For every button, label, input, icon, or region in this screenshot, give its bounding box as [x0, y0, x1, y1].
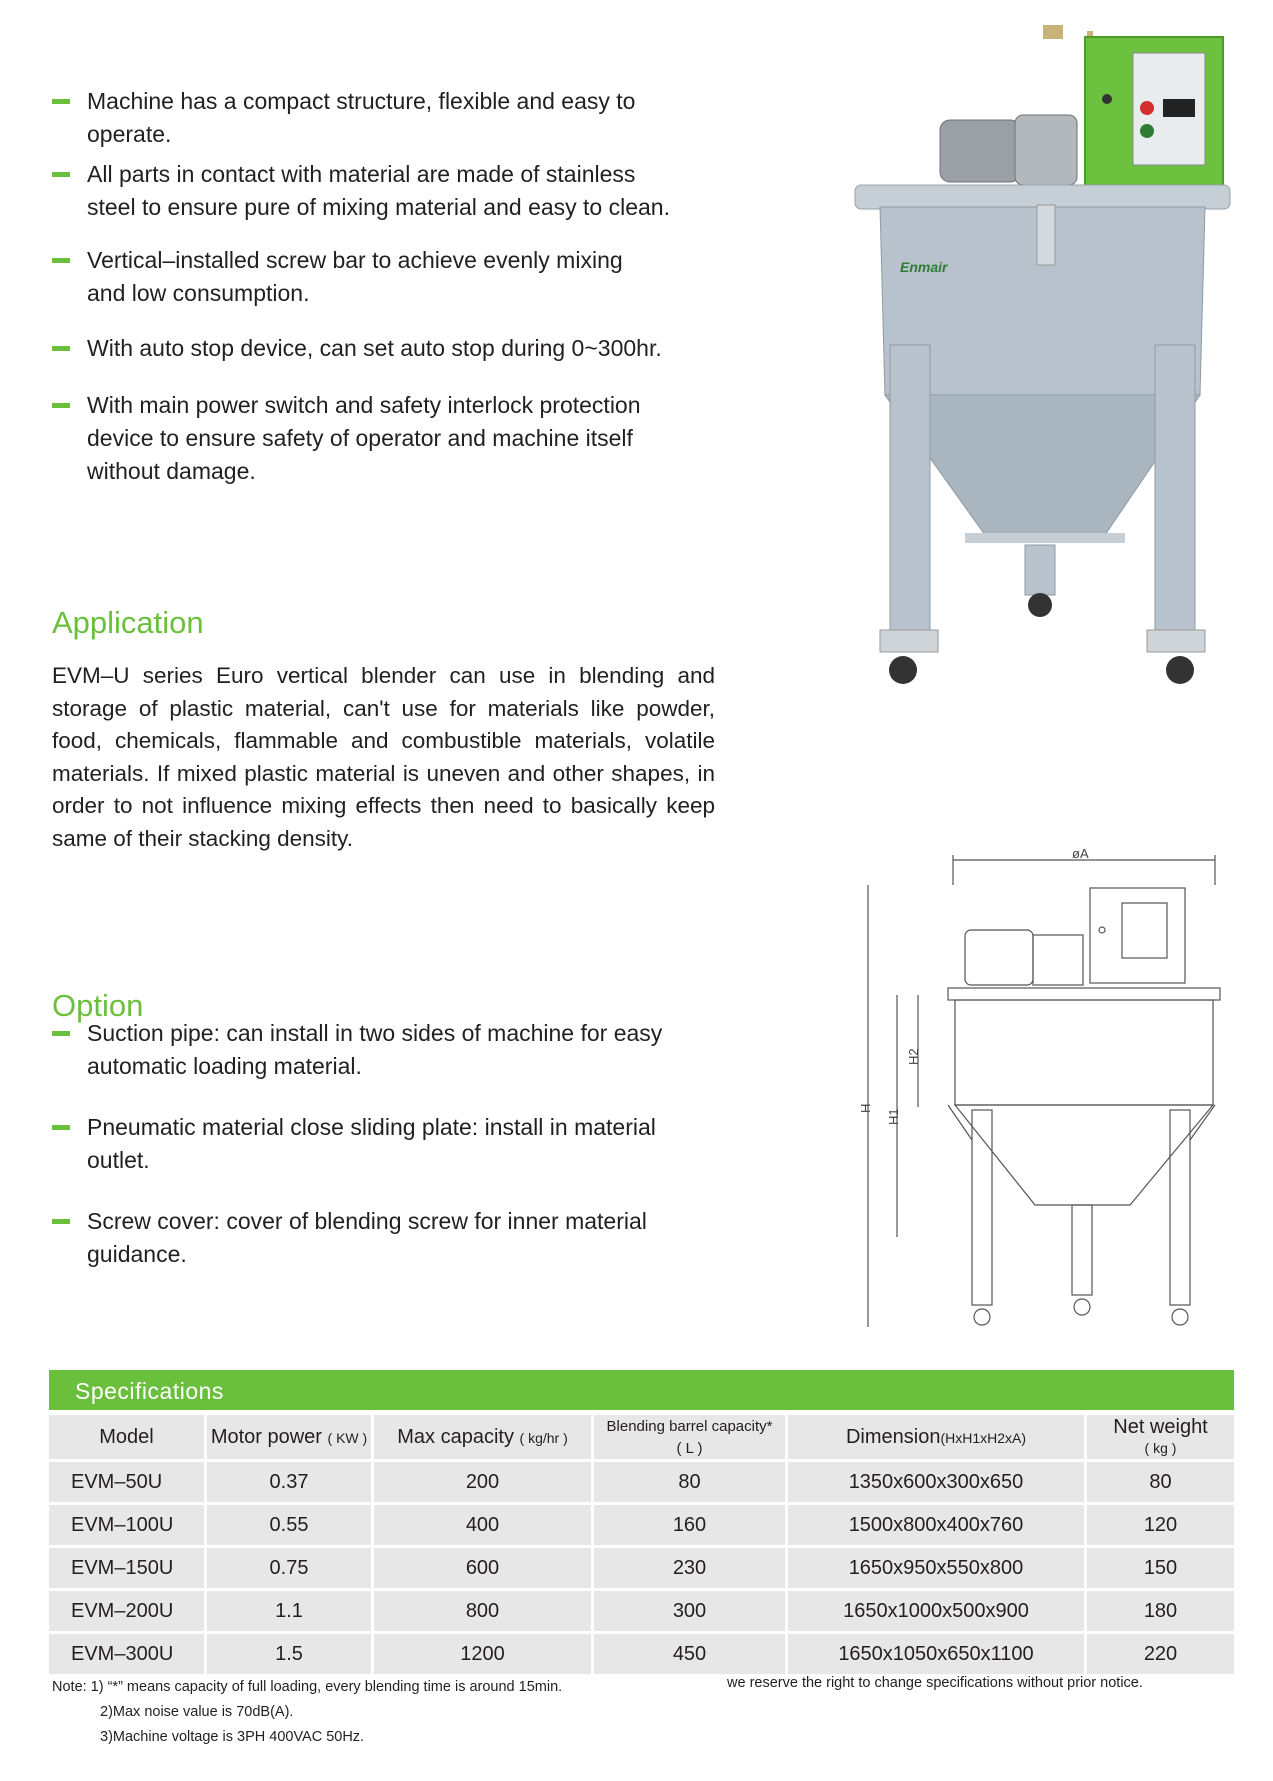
drawing-motor: [965, 930, 1033, 985]
dim-h2-label: H2: [906, 1048, 921, 1065]
cell-net-weight: 120: [1087, 1505, 1234, 1545]
note-line-2: 2)Max noise value is 70dB(A).: [100, 1704, 294, 1720]
dim-h-label: H: [858, 1103, 873, 1113]
cell-barrel-capacity: 160: [594, 1505, 788, 1545]
header-dimension-unit: (HxH1xH2xA): [940, 1429, 1027, 1446]
right-caster-plate: [1147, 630, 1205, 652]
drawing-barrel: [955, 1000, 1213, 1105]
feature-text: steel to ensure pure of mixing material and easy to clean.: [87, 194, 670, 220]
cell-dimension: 1650x950x550x800: [788, 1548, 1087, 1588]
drawing-control-box: [1090, 888, 1185, 983]
bullet-icon: [52, 403, 70, 408]
control-box-cap: [1043, 25, 1063, 39]
cell-max-capacity: 600: [374, 1548, 594, 1588]
start-button-icon: [1140, 124, 1154, 138]
header-model-label: Model: [99, 1426, 154, 1448]
screw-shaft: [1037, 205, 1055, 265]
header-barrel-unit: ( L ): [676, 1440, 703, 1457]
cell-barrel-capacity: 300: [594, 1591, 788, 1631]
right-leg: [1155, 345, 1195, 635]
bullet-icon: [52, 1219, 70, 1224]
drawing-right-strut: [1190, 1105, 1215, 1140]
bullet-icon: [52, 99, 70, 104]
cell-motor-power: 0.37: [207, 1462, 374, 1502]
header-motor-label: Motor power: [210, 1425, 322, 1448]
table-row: [49, 1462, 1234, 1502]
feature-text: With auto stop device, can set auto stop during 0~300hr.: [87, 335, 662, 361]
drawing-center-wheel: [1074, 1299, 1090, 1315]
cell-net-weight: 180: [1087, 1591, 1234, 1631]
cell-max-capacity: 800: [374, 1591, 594, 1631]
header-dimension-label: Dimension: [845, 1425, 941, 1448]
option-text: automatic loading material.: [87, 1053, 362, 1079]
bullet-icon: [52, 172, 70, 177]
drawing-cone: [955, 1105, 1213, 1205]
cell-net-weight: 80: [1087, 1462, 1234, 1502]
feature-text: All parts in contact with material are made of stainless: [87, 161, 636, 187]
option-item: [52, 1017, 752, 1083]
gearbox: [1015, 115, 1077, 185]
table-row: [49, 1634, 1234, 1674]
cell-motor-power: 1.5: [207, 1634, 374, 1674]
cell-model: EVM–300U: [49, 1634, 207, 1674]
feature-text: Machine has a compact structure, flexible and easy to: [87, 88, 636, 114]
feature-item: [52, 244, 752, 310]
header-weight-label: Net weight: [1113, 1415, 1208, 1438]
center-caster-wheel: [1028, 593, 1052, 617]
feature-item: [52, 389, 752, 488]
drawing-gearbox: [1033, 935, 1083, 985]
header-dimension: [788, 1415, 1087, 1459]
disclaimer: we reserve the right to change specifications without prior notice.: [727, 1675, 1143, 1691]
cell-max-capacity: 1200: [374, 1634, 594, 1674]
application-heading: Application: [52, 605, 204, 640]
note-line-3: 3)Machine voltage is 3PH 400VAC 50Hz.: [100, 1729, 365, 1745]
cell-net-weight: 220: [1087, 1634, 1234, 1674]
option-item: [52, 1111, 752, 1177]
specifications-title: Specifications: [75, 1378, 224, 1404]
bullet-icon: [52, 346, 70, 351]
feature-text: Vertical–installed screw bar to achieve evenly mixing: [87, 247, 623, 273]
table-body: [49, 1462, 1234, 1674]
header-net-weight: [1087, 1415, 1234, 1459]
brand-logo: Enmair: [900, 259, 948, 275]
drawing-outlet: [1072, 1205, 1092, 1295]
outlet: [1025, 545, 1055, 595]
cell-dimension: 1650x1050x650x1100: [788, 1634, 1087, 1674]
motor: [940, 120, 1020, 182]
dim-a-label: øA: [1072, 846, 1089, 861]
header-motor-unit: ( KW ): [327, 1429, 368, 1446]
option-text: outlet.: [87, 1147, 150, 1173]
left-leg: [890, 345, 930, 635]
cell-barrel-capacity: 230: [594, 1548, 788, 1588]
option-text: guidance.: [87, 1241, 187, 1267]
option-item: [52, 1205, 752, 1271]
cell-dimension: 1500x800x400x760: [788, 1505, 1087, 1545]
feature-item: [52, 332, 752, 365]
option-text: Suction pipe: can install in two sides of machine for easy: [87, 1020, 663, 1046]
specifications-table: [49, 1412, 1234, 1677]
option-text: Screw cover: cover of blending screw for inner material: [87, 1208, 647, 1234]
option-text: Pneumatic material close sliding plate: install in material: [87, 1114, 656, 1140]
cell-motor-power: 0.75: [207, 1548, 374, 1588]
drawing-right-wheel: [1172, 1309, 1188, 1325]
right-caster-wheel: [1166, 656, 1194, 684]
cell-model: EVM–100U: [49, 1505, 207, 1545]
header-capacity-label: Max capacity: [397, 1425, 514, 1448]
cell-net-weight: 150: [1087, 1548, 1234, 1588]
application-text: EVM–U series Euro vertical blender can use in blending and storage of plastic material, can't use for materials like powder, food, chemicals, flammable and combustible materials, volatile materials. If mixed plastic material is uneven and other shapes, in order to not influence mixing effects then need to basically keep same of their stacking density.: [52, 663, 715, 851]
cell-barrel-capacity: 450: [594, 1634, 788, 1674]
drawing-right-leg: [1170, 1110, 1190, 1305]
header-capacity-unit: ( kg/hr ): [519, 1429, 568, 1446]
dimension-drawing: [858, 846, 1230, 1335]
cone-flange: [965, 533, 1125, 543]
header-motor-power: [207, 1415, 374, 1459]
table-row: [49, 1505, 1234, 1545]
cell-model: EVM–50U: [49, 1462, 207, 1502]
cell-max-capacity: 200: [374, 1462, 594, 1502]
notes: [52, 1675, 562, 1750]
cell-dimension: 1650x1000x500x900: [788, 1591, 1087, 1631]
header-weight-unit: ( kg ): [1144, 1439, 1177, 1456]
drawing-lid: [948, 988, 1220, 1000]
lock-icon: [1102, 94, 1112, 104]
cell-motor-power: 0.55: [207, 1505, 374, 1545]
cell-dimension: 1350x600x300x650: [788, 1462, 1087, 1502]
specifications-header-bar: [49, 1370, 1234, 1410]
feature-text: With main power switch and safety interlock protection: [87, 392, 641, 418]
feature-item: [52, 85, 752, 151]
table-header-row: [49, 1415, 1234, 1459]
drawing-panel: [1122, 903, 1167, 958]
dim-h1-label: H1: [886, 1108, 901, 1125]
cell-barrel-capacity: 80: [594, 1462, 788, 1502]
bullet-icon: [52, 1125, 70, 1130]
header-barrel-label: Blending barrel capacity*: [606, 1418, 773, 1435]
barrel-cone: [885, 395, 1200, 535]
cell-model: EVM–200U: [49, 1591, 207, 1631]
product-photo: [845, 15, 1245, 775]
cell-model: EVM–150U: [49, 1548, 207, 1588]
table-row: [49, 1548, 1234, 1588]
header-max-capacity: [374, 1415, 594, 1459]
header-barrel-capacity: [594, 1415, 788, 1459]
header-model: [49, 1415, 207, 1459]
feature-text: operate.: [87, 121, 172, 147]
left-caster-plate: [880, 630, 938, 652]
feature-text: device to ensure safety of operator and machine itself: [87, 425, 633, 451]
bullet-icon: [52, 1031, 70, 1036]
feature-text: without damage.: [87, 458, 256, 484]
option-heading: Option: [52, 988, 144, 1023]
note-line-1: Note: 1) “*” means capacity of full loading, every blending time is around 15min.: [52, 1679, 563, 1695]
cell-motor-power: 1.1: [207, 1591, 374, 1631]
bullet-icon: [52, 258, 70, 263]
table-row: [49, 1591, 1234, 1631]
timer-display: [1163, 99, 1195, 117]
drawing-lock-icon: [1099, 927, 1105, 933]
stop-button-icon: [1140, 101, 1154, 115]
cell-max-capacity: 400: [374, 1505, 594, 1545]
feature-text: and low consumption.: [87, 280, 310, 306]
left-caster-wheel: [889, 656, 917, 684]
drawing-left-wheel: [974, 1309, 990, 1325]
feature-item: [52, 158, 752, 224]
